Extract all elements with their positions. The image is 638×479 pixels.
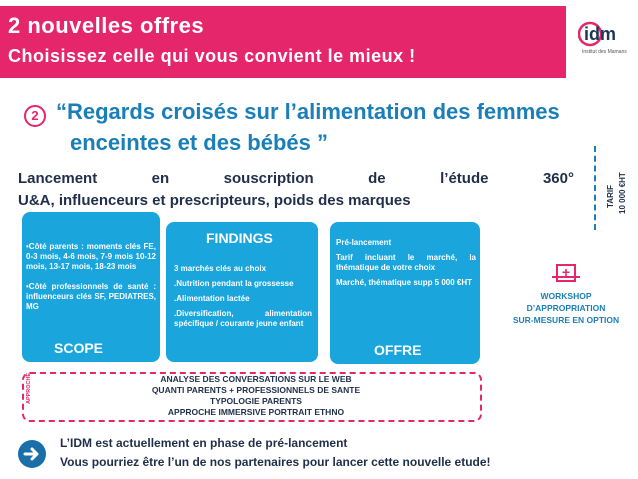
launch-word: 360° [542,170,574,187]
offre-item: Marché, thématique supp 5 000 €HT [336,278,473,287]
headline-line-1: “Regards croisés sur l’alimentation des femmes [56,99,560,124]
footer-text [60,434,620,472]
scope-title: SCOPE [54,340,104,356]
approche-line: APPROCHE IMMERSIVE PORTRAIT ETHNO [167,407,345,417]
approche-line: ANALYSE DES CONVERSATIONS SUR LE WEB [160,374,352,384]
workshop-line-1: WORKSHOP [540,291,592,301]
tarif-block [600,148,634,228]
logo-text: idm [584,24,617,44]
offer-number-badge: 2 [24,105,46,127]
findings-item: 3 marchés clés au choix [174,264,267,273]
approche-line: QUANTI PARENTS + PROFESSIONNELS DE SANTE [151,385,361,395]
findings-box [166,222,318,362]
offre-box [330,222,480,364]
scope-item: •Côté professionnels de santé : influenceurs clés SF, PEDIATRES, MG [26,282,156,311]
workshop-line-2: D’APPROPRIATION [526,303,606,313]
tarif-divider [594,146,596,230]
launch-word: en [151,170,170,187]
arrow-right-icon [18,440,46,468]
findings-title: FINDINGS [206,230,273,246]
banner-subtitle: Choisissez celle qui vous convient le mieux ! [8,46,416,66]
tarif-price: 10 000 €HT [618,172,627,214]
header-banner [0,6,566,78]
approche-line: TYPOLOGIE PARENTS [210,396,302,406]
scope-items [26,242,156,322]
launch-word: Lancement [18,170,98,187]
approche-label: APPROCHE [26,372,32,404]
plus-icon: + [556,264,576,282]
scope-box [22,212,160,362]
logo-subtext: Institut des Mamans [582,49,627,55]
offre-item: Tarif incluant le marché, la thématique de votre choix [336,253,476,272]
launch-word: souscription [223,170,314,187]
launch-text [18,168,574,212]
launch-line-2: U&A, influenceurs et prescripteurs, poids des marques [18,192,411,209]
launch-word: l’étude [440,170,489,187]
footer-line-2: Vous pourriez être l’un de nos partenaires pour lancer cette nouvelle etude! [60,455,491,469]
launch-word: de [368,170,386,187]
findings-items [174,264,312,334]
scope-item: •Côté parents : moments clés FE, 0-3 mois, 4-6 mois, 7-9 mois 10-12 mois, 13-17 mois, 18-23 mois [26,242,156,271]
headline-line-2: enceintes et des bébés ” [70,130,328,155]
offre-items [336,238,476,293]
workshop-option [498,290,634,326]
findings-item: .Nutrition pendant la grossesse [174,279,294,288]
findings-item: .Alimentation lactée [174,294,250,303]
workshop-line-3: SUR-MESURE EN OPTION [512,315,620,325]
tarif-label: TARIF [606,185,615,208]
banner-title: 2 nouvelles offres [8,13,205,38]
headline [56,96,616,158]
offre-item: Pré-lancement [336,238,392,247]
approche-text [36,374,476,418]
findings-item: .Diversification, alimentation spécifique / courante jeune enfant [174,309,312,328]
offre-title: OFFRE [374,342,422,358]
footer-line-1: L’IDM est actuellement en phase de pré-lancement [60,436,348,450]
launch-line-1 [18,168,574,190]
